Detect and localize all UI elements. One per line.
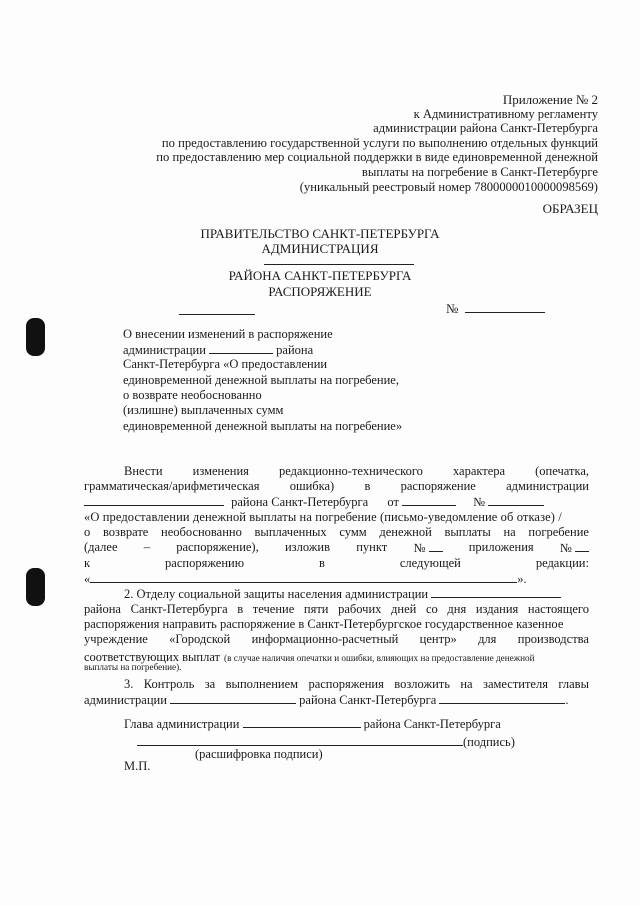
word: дня bbox=[447, 602, 467, 616]
subject-line-7: единовременной денежной выплаты на погребение» bbox=[123, 419, 403, 433]
word: выплаты bbox=[444, 525, 491, 539]
word: производства bbox=[517, 632, 589, 646]
p1-row-5 bbox=[84, 525, 589, 540]
word: погребение bbox=[528, 525, 589, 539]
subject-line-1: О внесении изменений в распоряжение bbox=[123, 327, 333, 341]
word: Контроль bbox=[143, 677, 195, 691]
word: редакционно-технического bbox=[278, 464, 423, 478]
word: в bbox=[319, 556, 325, 570]
title-administration: АДМИНИСТРАЦИЯ bbox=[261, 241, 379, 256]
p1-row-7 bbox=[84, 556, 589, 571]
word: рабочих bbox=[338, 602, 382, 616]
word: характера bbox=[452, 464, 506, 478]
word: для bbox=[478, 632, 497, 646]
p2-row-3: распоряжения направить распоряжение в Санкт-Петербургское государственное казенное bbox=[84, 617, 564, 631]
order-number-field[interactable] bbox=[465, 301, 545, 313]
order-number-label bbox=[446, 301, 545, 317]
header-line-6: (уникальный реестровый номер 7800000010000098569) bbox=[299, 180, 598, 194]
title-blank-line bbox=[264, 264, 414, 265]
word: пяти bbox=[303, 602, 329, 616]
header-line-4: по предоставлению мер социальной поддержки в виде единовременной денежной bbox=[156, 150, 598, 164]
word: за bbox=[204, 677, 216, 691]
word: Внести bbox=[124, 464, 163, 478]
word: в bbox=[237, 602, 244, 616]
word: следующей bbox=[399, 556, 461, 570]
subject-line-6: (излишне) выплаченных сумм bbox=[123, 403, 284, 417]
word: учреждение bbox=[84, 632, 148, 646]
word: изменения bbox=[192, 464, 249, 478]
word: настоящего bbox=[527, 602, 589, 616]
p1-row-6 bbox=[84, 540, 589, 556]
word: на bbox=[460, 677, 473, 691]
signature-field[interactable] bbox=[137, 734, 463, 746]
sample-label: ОБРАЗЕЦ bbox=[542, 201, 598, 216]
p3-row-2: администрации района Санкт-Петербурга . bbox=[84, 693, 569, 707]
word: Санкт-Петербурга bbox=[130, 602, 228, 616]
title-order: РАСПОРЯЖЕНИЕ bbox=[268, 284, 372, 299]
header-line-5: выплаты на погребение в Санкт-Петербурге bbox=[361, 165, 598, 179]
word: пункт bbox=[356, 540, 388, 554]
word: главы bbox=[558, 677, 589, 691]
p2-row-6: выплаты на погребение). bbox=[84, 662, 182, 672]
signature-admin-blank[interactable] bbox=[243, 716, 361, 728]
p1-row-8: « ». bbox=[84, 572, 527, 586]
new-wording-field[interactable] bbox=[90, 571, 517, 583]
subject-line-4: единовременной денежной выплаты на погребение, bbox=[123, 373, 399, 387]
subject-district: района bbox=[276, 343, 314, 357]
header-line-3: по предоставлению государственной услуги по выполнению отдельных функций bbox=[161, 136, 598, 150]
punch-hole-top bbox=[26, 318, 45, 356]
title-government: ПРАВИТЕЛЬСТВО САНКТ-ПЕТЕРБУРГА bbox=[200, 226, 440, 241]
order-number-blank[interactable] bbox=[488, 494, 544, 506]
subject-line-3: Санкт-Петербурга «О предоставлении bbox=[123, 357, 328, 371]
p3-row-1 bbox=[124, 677, 589, 692]
seal-placeholder: М.П. bbox=[124, 759, 151, 773]
word: в bbox=[364, 479, 371, 493]
word: дней bbox=[391, 602, 417, 616]
word: (опечатка, bbox=[535, 464, 589, 478]
word: (далее bbox=[84, 540, 118, 554]
district-blank[interactable] bbox=[84, 494, 224, 506]
word: на bbox=[503, 525, 516, 539]
number-sign: № bbox=[446, 301, 459, 316]
p2-row-2 bbox=[84, 602, 589, 617]
word: выплаченных bbox=[254, 525, 327, 539]
subject-district-blank[interactable] bbox=[209, 342, 273, 354]
signature-head: Глава администрации района Санкт-Петербурга bbox=[124, 717, 501, 731]
date-field[interactable] bbox=[179, 314, 255, 315]
word: выполнением bbox=[225, 677, 299, 691]
word: к bbox=[84, 556, 91, 570]
word: возложить bbox=[394, 677, 450, 691]
header-line-2: администрации района Санкт-Петербурга bbox=[373, 121, 598, 135]
signature-decode: (расшифровка подписи) bbox=[195, 747, 323, 761]
appendix-number: Приложение № 2 bbox=[502, 92, 598, 107]
p1-row-1 bbox=[124, 464, 589, 479]
word: № bbox=[560, 540, 589, 556]
header-line-1: к Административному регламенту bbox=[413, 107, 598, 121]
word: 3. bbox=[124, 677, 134, 691]
subject-line-2 bbox=[123, 342, 313, 358]
p3-admin-blank[interactable] bbox=[170, 692, 296, 704]
word: заместителя bbox=[483, 677, 548, 691]
p2-admin-blank[interactable] bbox=[431, 586, 561, 598]
word: распоряжение), bbox=[176, 540, 259, 554]
word: «Городской bbox=[169, 632, 231, 646]
item-number-blank[interactable] bbox=[429, 540, 443, 552]
word: о bbox=[84, 525, 91, 539]
word: издания bbox=[475, 602, 519, 616]
subject-admin: администрации bbox=[123, 343, 206, 357]
word: администрации bbox=[506, 479, 589, 493]
word: распоряжение bbox=[400, 479, 476, 493]
word: информационно-расчетный bbox=[251, 632, 399, 646]
word: № bbox=[413, 540, 442, 556]
p3-deputy-blank[interactable] bbox=[439, 692, 565, 704]
order-date-blank[interactable] bbox=[402, 494, 456, 506]
p2-row-5: соответствующих выплат (в случае наличия опечатки и ошибки, влияющих на предоставление денежной bbox=[84, 650, 535, 664]
p1-row-3: района Санкт-Петербурга от № bbox=[84, 494, 544, 510]
word: распоряжению bbox=[165, 556, 245, 570]
title-district: РАЙОНА САНКТ-ПЕТЕРБУРГА bbox=[228, 268, 412, 283]
word: редакции: bbox=[535, 556, 589, 570]
p2-row-4 bbox=[84, 632, 589, 647]
p1-row-2 bbox=[84, 479, 589, 494]
word: сумм bbox=[339, 525, 367, 539]
word: со bbox=[425, 602, 438, 616]
signature-line: (подпись) bbox=[137, 734, 515, 750]
word: центр» bbox=[419, 632, 457, 646]
word: течение bbox=[252, 602, 295, 616]
appendix-number-blank[interactable] bbox=[575, 540, 589, 552]
p1-row-4: «О предоставлении денежной выплаты на погребение (письмо-уведомление об отказе) / bbox=[84, 510, 562, 524]
word: возврате bbox=[102, 525, 149, 539]
word: района bbox=[84, 602, 121, 616]
word: изложив bbox=[284, 540, 330, 554]
word: ошибка) bbox=[289, 479, 335, 493]
word: распоряжения bbox=[308, 677, 384, 691]
p2-row-1: 2. Отделу социальной защиты населения администрации bbox=[124, 586, 561, 602]
word: необоснованно bbox=[161, 525, 242, 539]
punch-hole-bottom bbox=[26, 568, 45, 606]
word: приложения bbox=[468, 540, 534, 554]
word: грамматическая/арифметическая bbox=[84, 479, 260, 493]
word: денежной bbox=[379, 525, 432, 539]
subject-line-5: о возврате необоснованно bbox=[123, 388, 262, 402]
word: – bbox=[143, 540, 150, 554]
